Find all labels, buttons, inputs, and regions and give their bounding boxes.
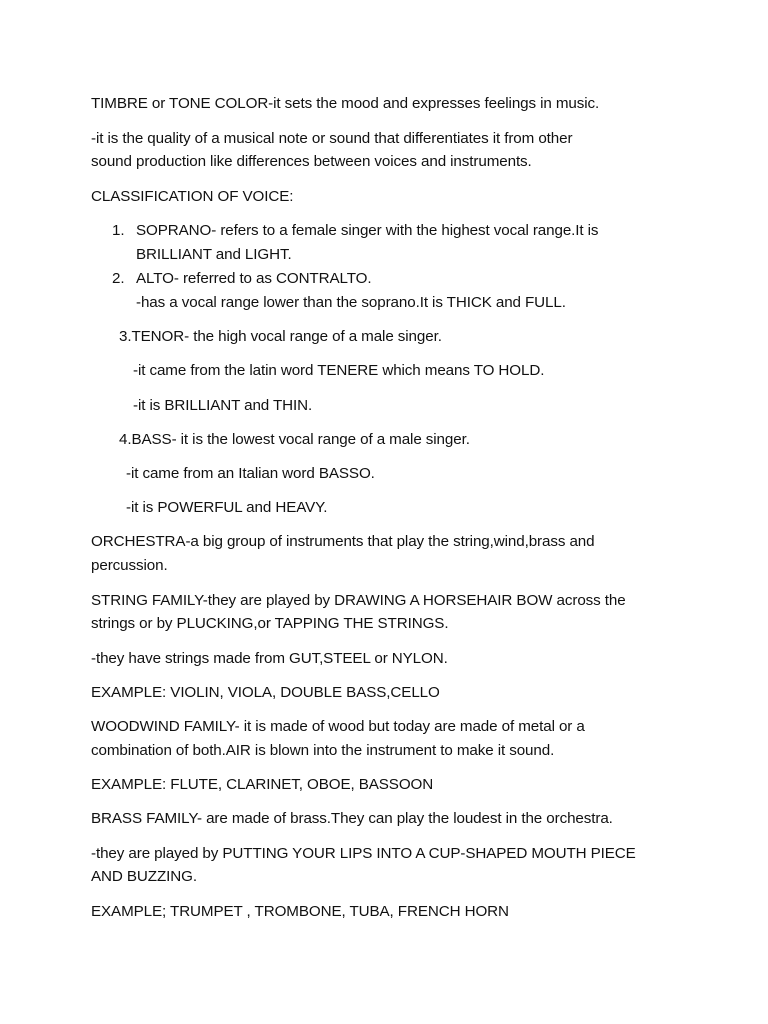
alto-line-1: ALTO- referred to as CONTRALTO. [136, 270, 372, 287]
string-family-line-2: strings or by PLUCKING,or TAPPING THE STRINGS. [91, 615, 449, 632]
brass-examples: EXAMPLE; TRUMPET , TROMBONE, TUBA, FRENCH HORN [91, 903, 509, 920]
woodwind-line-2: combination of both.AIR is blown into the instrument to make it sound. [91, 742, 555, 759]
soprano-line-2: BRILLIANT and LIGHT. [136, 246, 292, 263]
bass-quality: -it is POWERFUL and HEAVY. [126, 499, 328, 516]
brass-family-line: BRASS FAMILY- are made of brass.They can play the loudest in the orchestra. [91, 810, 613, 827]
list-number-1: 1. [112, 222, 125, 239]
tenor-heading: 3.TENOR- the high vocal range of a male singer. [119, 328, 442, 345]
list-number-2: 2. [112, 270, 125, 287]
orchestra-line-1: ORCHESTRA-a big group of instruments that play the string,wind,brass and [91, 533, 595, 550]
tenor-quality: -it is BRILLIANT and THIN. [133, 397, 313, 414]
string-family-line-1: STRING FAMILY-they are played by DRAWING A HORSEHAIR BOW across the [91, 592, 626, 609]
timbre-quality-line-2: sound production like differences between voices and instruments. [91, 153, 532, 170]
woodwind-line-1: WOODWIND FAMILY- it is made of wood but today are made of metal or a [91, 718, 585, 735]
orchestra-line-2: percussion. [91, 557, 168, 574]
brass-played-line-1: -they are played by PUTTING YOUR LIPS INTO A CUP-SHAPED MOUTH PIECE [91, 845, 636, 862]
classification-heading: CLASSIFICATION OF VOICE: [91, 188, 294, 205]
alto-line-2: -has a vocal range lower than the soprano.It is THICK and FULL. [136, 294, 566, 311]
tenor-origin: -it came from the latin word TENERE which means TO HOLD. [133, 362, 545, 379]
woodwind-examples: EXAMPLE: FLUTE, CLARINET, OBOE, BASSOON [91, 776, 434, 793]
bass-origin: -it came from an Italian word BASSO. [126, 465, 375, 482]
soprano-line-1: SOPRANO- refers to a female singer with the highest vocal range.It is [136, 222, 599, 239]
string-materials: -they have strings made from GUT,STEEL or NYLON. [91, 650, 448, 667]
string-examples: EXAMPLE: VIOLIN, VIOLA, DOUBLE BASS,CELLO [91, 684, 440, 701]
timbre-definition: TIMBRE or TONE COLOR-it sets the mood and expresses feelings in music. [91, 95, 600, 112]
bass-heading: 4.BASS- it is the lowest vocal range of a male singer. [119, 431, 470, 448]
timbre-quality-line-1: -it is the quality of a musical note or sound that differentiates it from other [91, 130, 573, 147]
brass-played-line-2: AND BUZZING. [91, 868, 197, 885]
